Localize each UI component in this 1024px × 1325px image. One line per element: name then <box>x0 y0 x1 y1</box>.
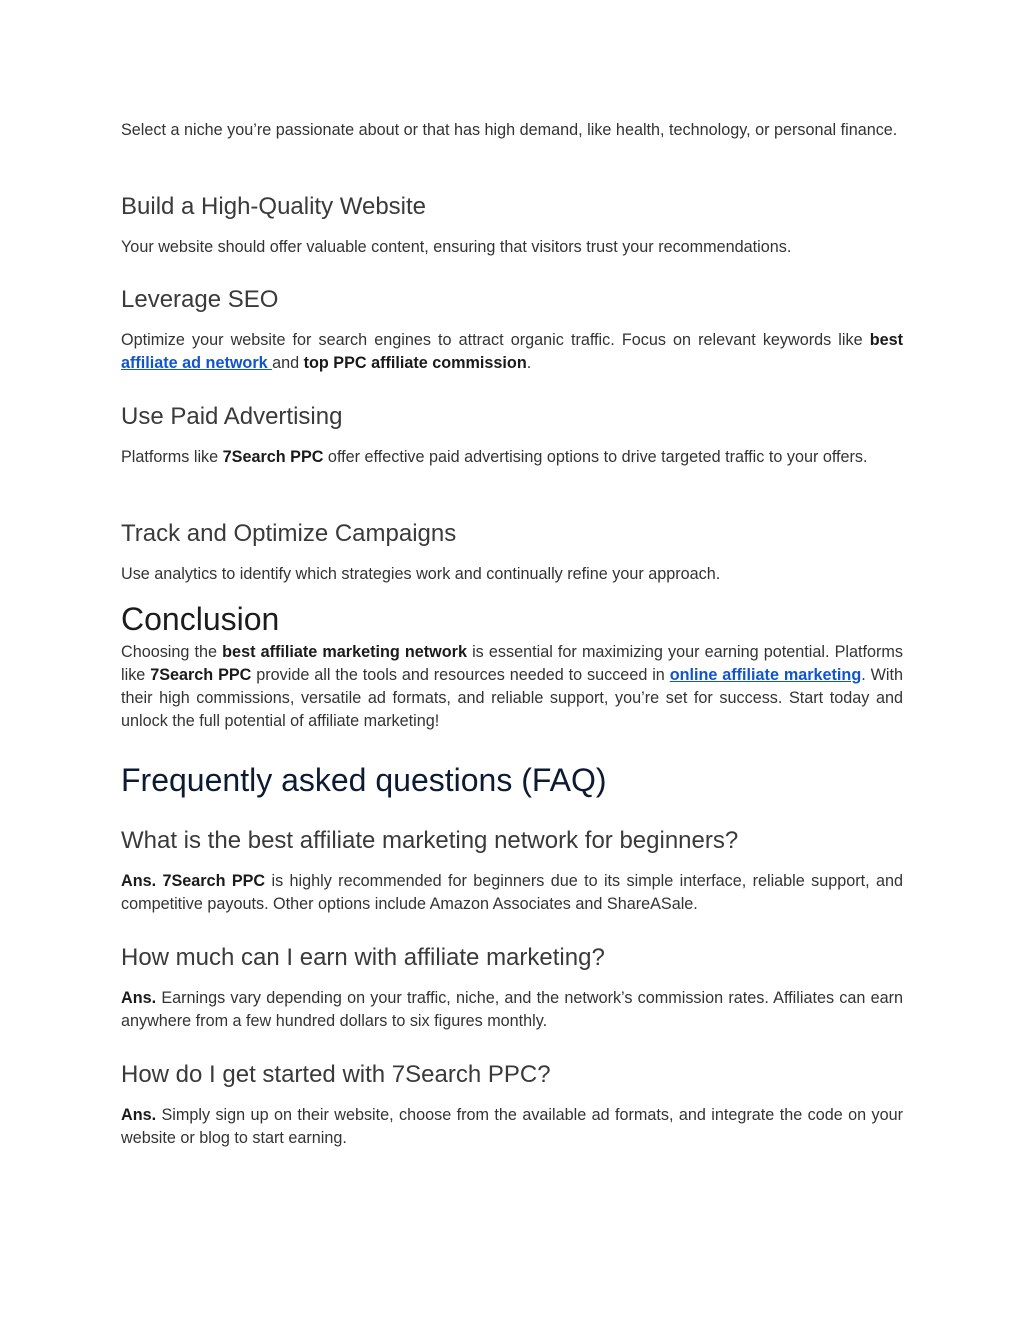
faq-answer-1-bold: 7Search PPC <box>156 872 266 890</box>
seo-bold-ppc-commission: top PPC affiliate commission <box>303 354 527 372</box>
heading-track-optimize: Track and Optimize Campaigns <box>121 520 457 547</box>
website-paragraph: Your website should offer valuable content, ensuring that visitors trust your recommendations. <box>121 238 792 256</box>
faq-answer-1 <box>121 870 903 916</box>
ans-label: Ans. <box>121 1106 157 1124</box>
affiliate-ad-network-link[interactable]: affiliate ad network <box>121 354 273 372</box>
faq-answer-3-text: Simply sign up on their website, choose from the available ad formats, and integrate the code on your website or blog to start earning. <box>121 1106 903 1147</box>
paid-bold-7search: 7Search PPC <box>222 448 324 466</box>
conclusion-text-4: . With their high commissions, versatile ad formats, and reliable support, you’re set for success. Start today and unlock the full potential of affiliate marketing! <box>121 666 903 730</box>
conclusion-text-3: provide all the tools and resources needed to succeed in <box>251 666 670 684</box>
seo-text-2: and <box>272 354 304 372</box>
intro-paragraph: Select a niche you’re passionate about or that has high demand, like health, technology, or personal finance. <box>121 121 898 139</box>
track-paragraph: Use analytics to identify which strategies work and continually refine your approach. <box>121 565 721 583</box>
seo-text-3: . <box>526 354 532 372</box>
seo-bold-best: best <box>869 331 903 349</box>
paid-text-1: Platforms like <box>121 448 223 466</box>
faq-question-1: What is the best affiliate marketing network for beginners? <box>121 827 739 854</box>
heading-conclusion: Conclusion <box>121 601 280 637</box>
faq-question-3: How do I get started with 7Search PPC? <box>121 1061 551 1088</box>
faq-question-2: How much can I earn with affiliate marketing? <box>121 944 605 971</box>
heading-leverage-seo: Leverage SEO <box>121 286 279 313</box>
faq-answer-2 <box>121 987 903 1033</box>
conclusion-text-2: is essential for maximizing your earning potential. Platforms like <box>121 643 903 684</box>
seo-paragraph <box>121 329 903 375</box>
heading-paid-advertising: Use Paid Advertising <box>121 403 343 430</box>
paid-paragraph <box>121 446 903 469</box>
conclusion-text-1: Choosing the <box>121 643 223 661</box>
heading-faq: Frequently asked questions (FAQ) <box>121 762 607 798</box>
ans-label: Ans. <box>121 989 157 1007</box>
faq-answer-3 <box>121 1104 903 1150</box>
faq-answer-1-text: is highly recommended for beginners due to its simple interface, reliable support, and competitive payouts. Other options include Amazon Associates and ShareASale. <box>121 872 904 913</box>
online-affiliate-marketing-link[interactable]: online affiliate marketing <box>669 666 862 684</box>
conclusion-paragraph <box>121 641 903 733</box>
seo-text-1: Optimize your website for search engines to attract organic traffic. Focus on relevant keywords like <box>121 331 870 349</box>
paid-text-2: offer effective paid advertising options to drive targeted traffic to your offers. <box>323 448 868 466</box>
conclusion-bold-network: best affiliate marketing network <box>222 643 467 661</box>
heading-build-website: Build a High-Quality Website <box>121 193 427 220</box>
conclusion-bold-7search: 7Search PPC <box>150 666 252 684</box>
faq-answer-2-text: Earnings vary depending on your traffic, niche, and the network’s commission rates. Affiliates can earn anywhere from a few hundred dollars to six figures monthly. <box>121 989 903 1030</box>
ans-label: Ans. <box>121 872 157 890</box>
